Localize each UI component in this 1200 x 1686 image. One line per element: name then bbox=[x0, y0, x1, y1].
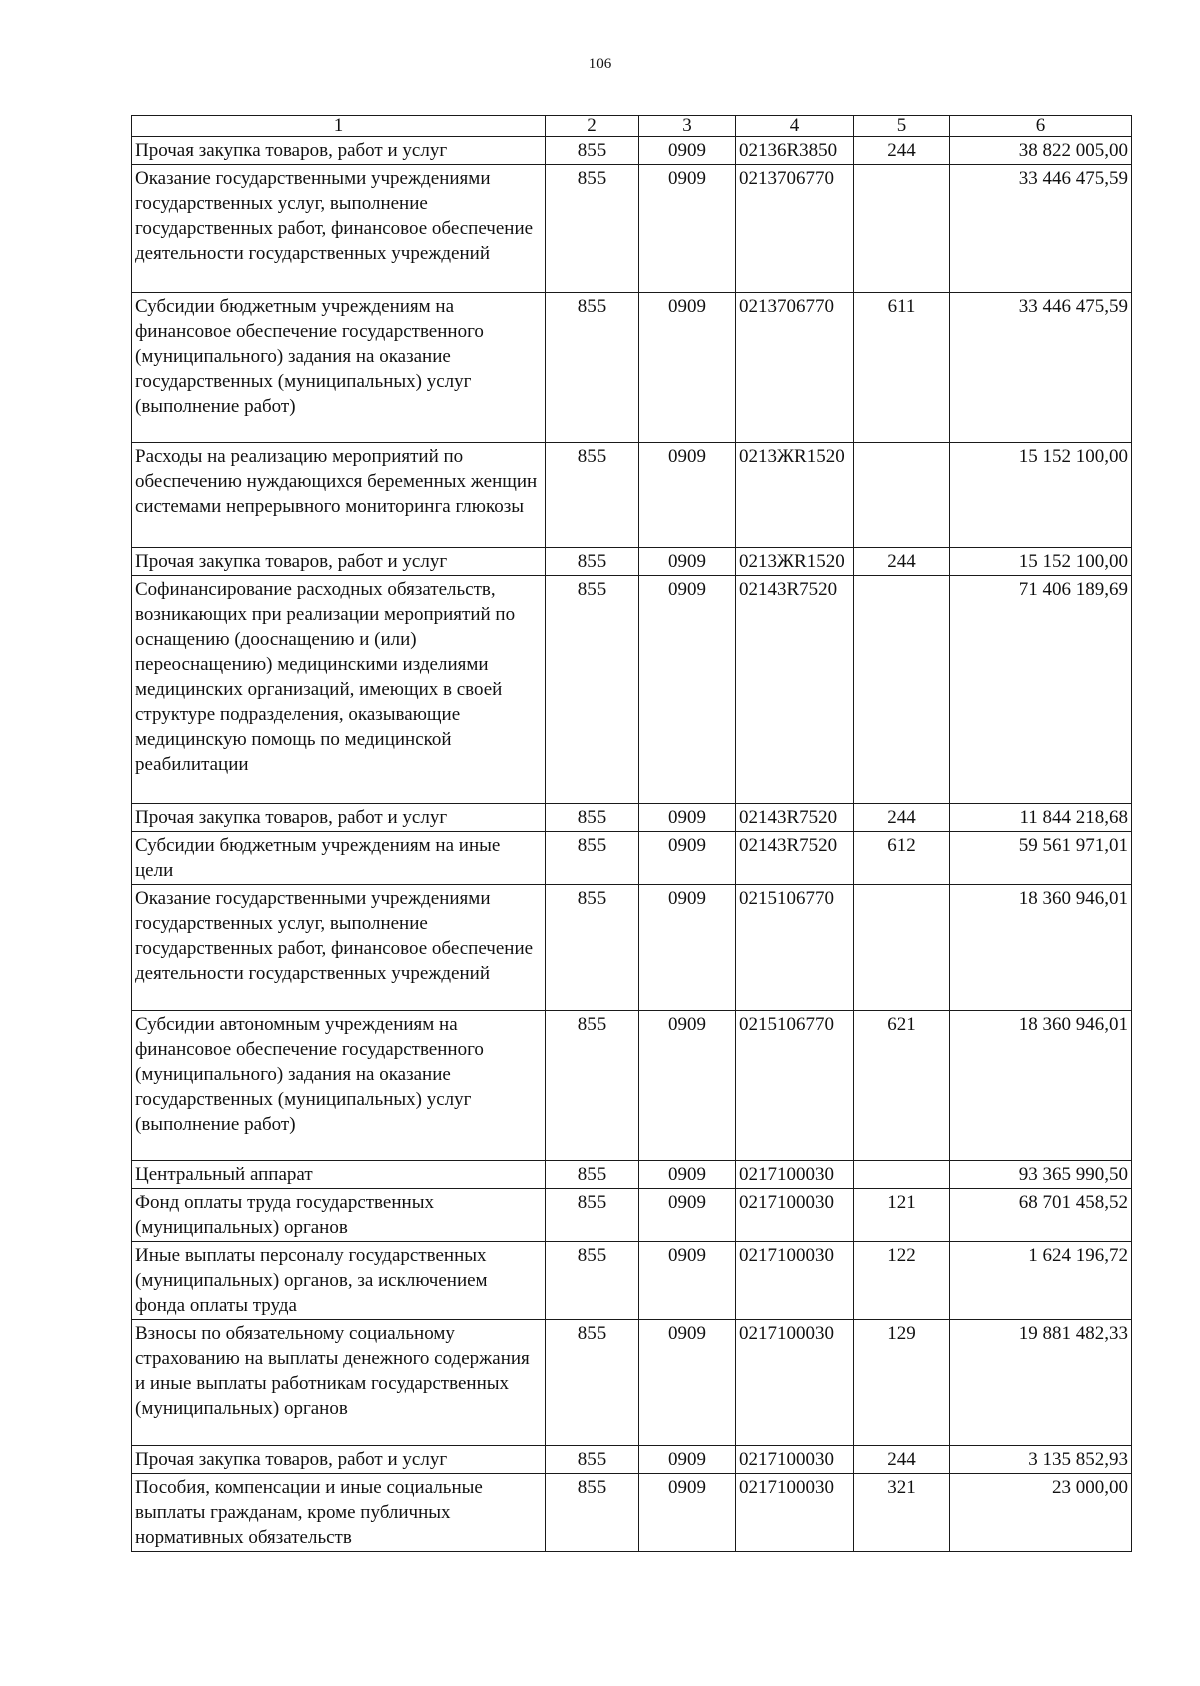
row-code-cell: 0213ЖR1520 bbox=[736, 443, 854, 548]
row-ved-cell: 855 bbox=[546, 1474, 639, 1552]
row-type-cell bbox=[854, 1161, 950, 1189]
row-section-cell: 0909 bbox=[639, 548, 736, 576]
row-section-cell: 0909 bbox=[639, 1320, 736, 1446]
column-header: 5 bbox=[854, 116, 950, 137]
table-row bbox=[132, 1446, 1132, 1474]
table-row bbox=[132, 1189, 1132, 1242]
row-type-cell: 612 bbox=[854, 832, 950, 885]
row-name-cell: Субсидии бюджетным учреждениям на иные цели bbox=[132, 832, 546, 885]
row-name-cell: Субсидии бюджетным учреждениям на финансовое обеспечение государственного (муниципального) задания на оказание государственных (муниципальных) услуг (выполнение работ) bbox=[132, 293, 546, 443]
row-section-cell: 0909 bbox=[639, 885, 736, 1011]
row-name-cell: Прочая закупка товаров, работ и услуг bbox=[132, 137, 546, 165]
row-name-cell: Прочая закупка товаров, работ и услуг bbox=[132, 548, 546, 576]
row-ved-cell: 855 bbox=[546, 1161, 639, 1189]
row-name-cell: Оказание государственными учреждениями государственных услуг, выполнение государственных работ, финансовое обеспечение деятельности государственных учреждений bbox=[132, 885, 546, 1011]
column-header: 2 bbox=[546, 116, 639, 137]
column-header: 1 bbox=[132, 116, 546, 137]
row-section-cell: 0909 bbox=[639, 137, 736, 165]
row-section-cell: 0909 bbox=[639, 443, 736, 548]
row-sum-cell: 18 360 946,01 bbox=[950, 885, 1132, 1011]
table-row bbox=[132, 165, 1132, 293]
row-code-cell: 0215106770 bbox=[736, 885, 854, 1011]
table-row bbox=[132, 885, 1132, 1011]
table-row bbox=[132, 137, 1132, 165]
row-ved-cell: 855 bbox=[546, 576, 639, 804]
row-section-cell: 0909 bbox=[639, 576, 736, 804]
row-code-cell: 0213706770 bbox=[736, 165, 854, 293]
row-type-cell: 321 bbox=[854, 1474, 950, 1552]
row-type-cell: 122 bbox=[854, 1242, 950, 1320]
row-sum-cell: 1 624 196,72 bbox=[950, 1242, 1132, 1320]
row-type-cell: 121 bbox=[854, 1189, 950, 1242]
row-sum-cell: 15 152 100,00 bbox=[950, 443, 1132, 548]
row-sum-cell: 38 822 005,00 bbox=[950, 137, 1132, 165]
column-header: 3 bbox=[639, 116, 736, 137]
row-name-cell: Софинансирование расходных обязательств, возникающих при реализации мероприятий по оснащению (дооснащению и (или) переоснащению) медицинскими изделиями медицинских организаций, имеющих в своей структуре подразделения, оказывающие медицинскую помощь по медицинской реабилитации bbox=[132, 576, 546, 804]
table-row bbox=[132, 576, 1132, 804]
column-header: 4 bbox=[736, 116, 854, 137]
row-sum-cell: 23 000,00 bbox=[950, 1474, 1132, 1552]
table-row bbox=[132, 804, 1132, 832]
budget-table bbox=[131, 115, 1132, 1552]
row-type-cell: 611 bbox=[854, 293, 950, 443]
row-sum-cell: 3 135 852,93 bbox=[950, 1446, 1132, 1474]
row-section-cell: 0909 bbox=[639, 804, 736, 832]
row-name-cell: Прочая закупка товаров, работ и услуг bbox=[132, 1446, 546, 1474]
row-code-cell: 0213ЖR1520 bbox=[736, 548, 854, 576]
row-code-cell: 0217100030 bbox=[736, 1320, 854, 1446]
row-type-cell: 244 bbox=[854, 1446, 950, 1474]
column-header: 6 bbox=[950, 116, 1132, 137]
row-sum-cell: 59 561 971,01 bbox=[950, 832, 1132, 885]
row-code-cell: 0217100030 bbox=[736, 1189, 854, 1242]
row-name-cell: Фонд оплаты труда государственных (муниципальных) органов bbox=[132, 1189, 546, 1242]
row-code-cell: 0217100030 bbox=[736, 1474, 854, 1552]
row-type-cell: 621 bbox=[854, 1011, 950, 1161]
table-row bbox=[132, 443, 1132, 548]
row-type-cell bbox=[854, 885, 950, 1011]
table-row bbox=[132, 1474, 1132, 1552]
table-row bbox=[132, 293, 1132, 443]
table-row bbox=[132, 832, 1132, 885]
row-ved-cell: 855 bbox=[546, 293, 639, 443]
row-ved-cell: 855 bbox=[546, 1242, 639, 1320]
row-sum-cell: 68 701 458,52 bbox=[950, 1189, 1132, 1242]
row-type-cell bbox=[854, 165, 950, 293]
row-code-cell: 02136R3850 bbox=[736, 137, 854, 165]
row-type-cell: 244 bbox=[854, 548, 950, 576]
row-ved-cell: 855 bbox=[546, 1446, 639, 1474]
row-sum-cell: 33 446 475,59 bbox=[950, 293, 1132, 443]
table-row bbox=[132, 1320, 1132, 1446]
row-name-cell: Центральный аппарат bbox=[132, 1161, 546, 1189]
row-type-cell bbox=[854, 443, 950, 548]
row-ved-cell: 855 bbox=[546, 548, 639, 576]
row-sum-cell: 18 360 946,01 bbox=[950, 1011, 1132, 1161]
row-section-cell: 0909 bbox=[639, 293, 736, 443]
row-code-cell: 02143R7520 bbox=[736, 804, 854, 832]
row-sum-cell: 11 844 218,68 bbox=[950, 804, 1132, 832]
row-section-cell: 0909 bbox=[639, 1011, 736, 1161]
table-row bbox=[132, 548, 1132, 576]
table-body bbox=[132, 137, 1132, 1552]
row-sum-cell: 19 881 482,33 bbox=[950, 1320, 1132, 1446]
row-code-cell: 0217100030 bbox=[736, 1242, 854, 1320]
row-type-cell: 244 bbox=[854, 804, 950, 832]
row-code-cell: 02143R7520 bbox=[736, 832, 854, 885]
row-name-cell: Субсидии автономным учреждениям на финансовое обеспечение государственного (муниципального) задания на оказание государственных (муниципальных) услуг (выполнение работ) bbox=[132, 1011, 546, 1161]
row-name-cell: Иные выплаты персоналу государственных (муниципальных) органов, за исключением фонда оплаты труда bbox=[132, 1242, 546, 1320]
row-ved-cell: 855 bbox=[546, 165, 639, 293]
row-ved-cell: 855 bbox=[546, 832, 639, 885]
row-code-cell: 0217100030 bbox=[736, 1161, 854, 1189]
header-row bbox=[132, 116, 1132, 137]
row-sum-cell: 15 152 100,00 bbox=[950, 548, 1132, 576]
row-section-cell: 0909 bbox=[639, 1474, 736, 1552]
row-ved-cell: 855 bbox=[546, 1011, 639, 1161]
row-section-cell: 0909 bbox=[639, 1189, 736, 1242]
row-sum-cell: 33 446 475,59 bbox=[950, 165, 1132, 293]
row-section-cell: 0909 bbox=[639, 1161, 736, 1189]
row-code-cell: 0215106770 bbox=[736, 1011, 854, 1161]
row-section-cell: 0909 bbox=[639, 832, 736, 885]
row-ved-cell: 855 bbox=[546, 137, 639, 165]
row-ved-cell: 855 bbox=[546, 885, 639, 1011]
row-section-cell: 0909 bbox=[639, 1242, 736, 1320]
row-name-cell: Расходы на реализацию мероприятий по обеспечению нуждающихся беременных женщин системами непрерывного мониторинга глюкозы bbox=[132, 443, 546, 548]
row-type-cell: 244 bbox=[854, 137, 950, 165]
row-sum-cell: 71 406 189,69 bbox=[950, 576, 1132, 804]
row-ved-cell: 855 bbox=[546, 1189, 639, 1242]
row-name-cell: Оказание государственными учреждениями государственных услуг, выполнение государственных работ, финансовое обеспечение деятельности государственных учреждений bbox=[132, 165, 546, 293]
table-row bbox=[132, 1011, 1132, 1161]
row-sum-cell: 93 365 990,50 bbox=[950, 1161, 1132, 1189]
page-number: 106 bbox=[588, 56, 612, 72]
table-row bbox=[132, 1161, 1132, 1189]
row-name-cell: Пособия, компенсации и иные социальные выплаты гражданам, кроме публичных нормативных обязательств bbox=[132, 1474, 546, 1552]
row-ved-cell: 855 bbox=[546, 804, 639, 832]
row-name-cell: Взносы по обязательному социальному страхованию на выплаты денежного содержания и иные выплаты работникам государственных (муниципальных) органов bbox=[132, 1320, 546, 1446]
row-section-cell: 0909 bbox=[639, 165, 736, 293]
row-code-cell: 0217100030 bbox=[736, 1446, 854, 1474]
row-ved-cell: 855 bbox=[546, 443, 639, 548]
row-type-cell: 129 bbox=[854, 1320, 950, 1446]
row-code-cell: 02143R7520 bbox=[736, 576, 854, 804]
row-code-cell: 0213706770 bbox=[736, 293, 854, 443]
row-section-cell: 0909 bbox=[639, 1446, 736, 1474]
row-name-cell: Прочая закупка товаров, работ и услуг bbox=[132, 804, 546, 832]
row-type-cell bbox=[854, 576, 950, 804]
table-row bbox=[132, 1242, 1132, 1320]
row-ved-cell: 855 bbox=[546, 1320, 639, 1446]
